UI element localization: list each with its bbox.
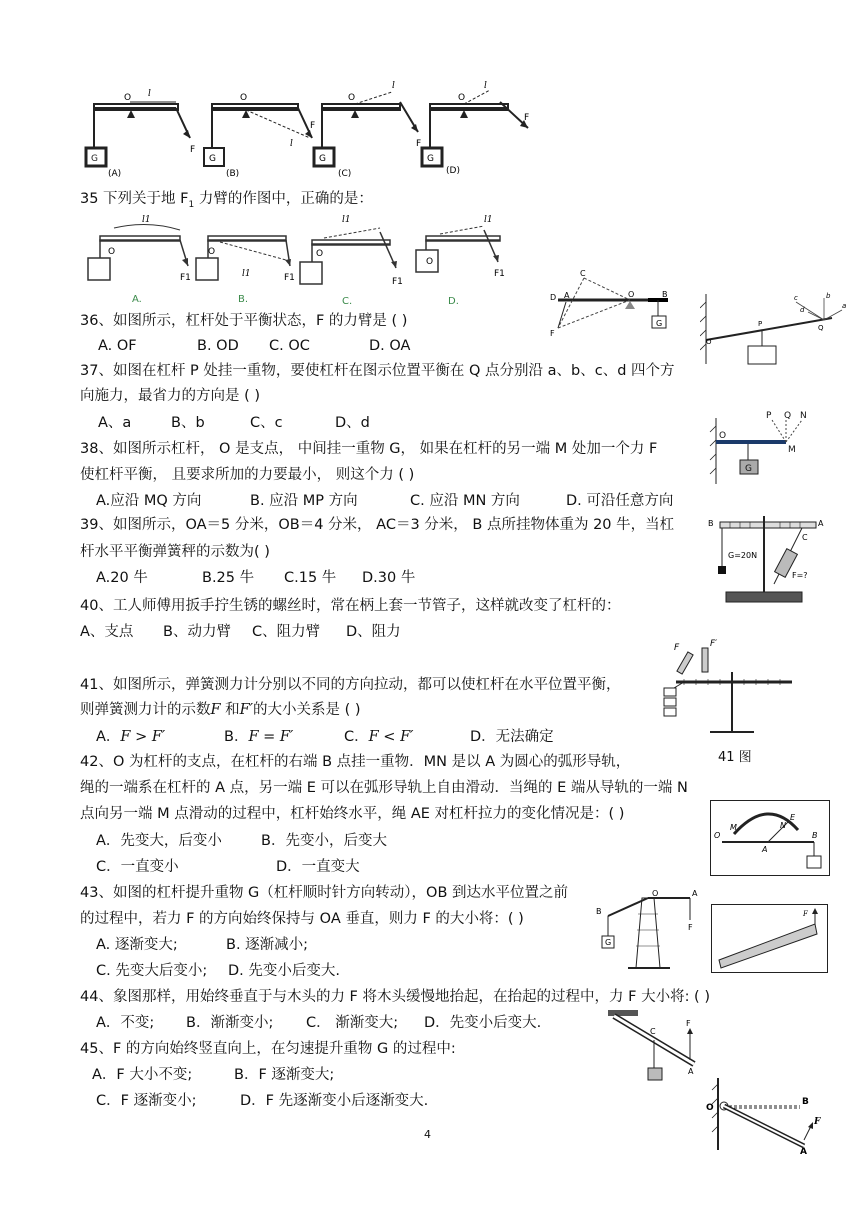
svg-text:F: F (688, 923, 693, 932)
svg-text:O: O (348, 93, 356, 103)
svg-text:C: C (802, 533, 808, 542)
figure-q44 (711, 904, 829, 978)
figure-q45-a (606, 1008, 706, 1088)
svg-text:F: F (416, 139, 422, 149)
q37-option-a: A、a (98, 415, 132, 431)
q44-option-b: B．渐渐变小; (186, 1015, 274, 1031)
figure-q36 (548, 270, 678, 344)
svg-text:F: F (814, 1117, 821, 1127)
svg-text:P: P (758, 320, 763, 328)
figure-q41 (660, 632, 800, 746)
svg-text:O: O (652, 889, 659, 898)
svg-text:d: d (800, 306, 805, 314)
q44-option-c: C． 渐渐变大; (306, 1015, 399, 1031)
svg-text:G: G (605, 938, 612, 947)
q42-option-d: D．一直变大 (276, 859, 360, 875)
svg-text:l: l (484, 81, 487, 91)
svg-text:A: A (688, 1067, 694, 1076)
svg-text:F: F (524, 113, 530, 123)
svg-text:A: A (564, 291, 570, 300)
question-42-stem-2: 绳的一端系在杠杆的 A 点，另一端 E 可以在弧形导轨上自由滑动．当绳的 E 端从导轨的一端 N (80, 780, 688, 796)
q41-option-d: D．无法确定 (470, 729, 554, 745)
q43-option-c: C. 先变大后变小; (96, 963, 208, 979)
question-37-stem-1: 37、如图在杠杆 P 处挂一重物，要使杠杆在图示位置平衡在 Q 点分别沿 a、b、c、d 四个方 (80, 363, 675, 379)
question-42-stem-3: 点向另一端 M 点滑动的过程中，杠杆始终水平，绳 AE 对杠杆拉力的变化情况是：( ) (80, 806, 625, 822)
svg-text:O: O (719, 431, 727, 441)
svg-text:F1: F1 (494, 269, 505, 279)
question-44-stem: 44、象图那样，用始终垂直于与木头的力 F 将木头缓慢地抬起，在抬起的过程中，力 F 大小将: ( ) (80, 989, 710, 1005)
svg-text:F1: F1 (392, 277, 403, 287)
q36-option-d: D. OA (369, 338, 411, 354)
fig35-option-a: A. (132, 294, 142, 305)
svg-text:D: D (550, 293, 557, 302)
q43-option-a: A. 逐渐变大; (96, 937, 178, 953)
question-38-stem-1: 38、如图所示杠杆， O 是支点， 中间挂一重物 G， 如果在杠杆的另一端 M 处加一个力 F (80, 441, 658, 457)
svg-text:l1: l1 (242, 269, 251, 279)
svg-text:B: B (802, 1097, 809, 1107)
q42-option-a: A．先变大，后变小 (96, 833, 222, 849)
q42-option-c: C．一直变小 (96, 859, 179, 875)
figure-q34-options (80, 80, 540, 184)
svg-text:G: G (91, 154, 98, 164)
svg-text:O: O (108, 247, 116, 257)
svg-text:G: G (319, 154, 326, 164)
svg-text:F1: F1 (180, 273, 191, 283)
question-42-stem-1: 42、O 为杠杆的支点，在杠杆的右端 B 点挂一重物．MN 是以 A 为圆心的弧形导轨， (80, 754, 631, 770)
svg-text:O: O (714, 831, 721, 840)
q38-option-b: B. 应沿 MP 方向 (250, 493, 358, 509)
figure-q37 (700, 288, 850, 372)
q40-option-b: B、动力臂 (163, 624, 231, 640)
svg-text:G: G (427, 154, 434, 164)
fig34-option-b: (B) (226, 169, 240, 179)
figure-q45-b (704, 1074, 824, 1158)
svg-text:O: O (240, 93, 248, 103)
figure-q35-options (80, 210, 520, 314)
svg-text:A: A (692, 889, 698, 898)
svg-text:Q: Q (784, 411, 792, 421)
svg-text:O: O (316, 249, 324, 259)
svg-text:l: l (290, 139, 293, 149)
svg-text:c: c (794, 294, 798, 302)
q43-option-d: D. 先变小后变大. (228, 963, 340, 979)
q36-option-c: C. OC (269, 338, 310, 354)
q38-option-c: C. 应沿 MN 方向 (410, 493, 520, 509)
svg-text:F: F (190, 145, 196, 155)
q45-option-d: D．F 先逐渐变小后逐渐变大. (240, 1093, 429, 1109)
fig34-option-d: (D) (446, 166, 460, 176)
svg-text:P: P (766, 411, 772, 421)
q39-option-d: D.30 牛 (362, 570, 416, 586)
svg-text:F: F (674, 643, 680, 653)
q36-option-b: B. OD (197, 338, 239, 354)
q36-option-a: A. OF (98, 338, 137, 354)
question-37-stem-2: 向施力，最省力的方向是 ( ) (80, 388, 261, 404)
q44-option-a: A．不变; (96, 1015, 155, 1031)
svg-text:F′: F′ (710, 639, 718, 649)
svg-text:F1: F1 (284, 273, 295, 283)
q45-option-c: C．F 逐渐变小; (96, 1093, 197, 1109)
svg-text:G: G (209, 154, 216, 164)
q40-option-d: D、阻力 (346, 624, 401, 640)
svg-text:G: G (745, 464, 752, 474)
q40-option-a: A、支点 (80, 624, 134, 640)
q41-option-a: A．F > F′ (96, 729, 166, 745)
svg-text:A: A (800, 1147, 807, 1154)
fig34-option-c: (C) (338, 169, 352, 179)
q38-option-a: A.应沿 MQ 方向 (96, 493, 202, 509)
figure-q43 (592, 884, 704, 974)
q37-option-c: C、c (250, 415, 283, 431)
svg-text:b: b (826, 292, 831, 300)
svg-text:l: l (392, 81, 395, 91)
svg-text:C: C (650, 1027, 656, 1036)
svg-text:N: N (780, 821, 786, 830)
figure-41-caption: 41 图 (718, 750, 752, 765)
svg-text:Q: Q (818, 324, 824, 332)
svg-text:l1: l1 (484, 215, 493, 225)
svg-text:B: B (596, 907, 602, 916)
q42-option-b: B．先变小，后变大 (261, 833, 387, 849)
svg-text:G=20N: G=20N (728, 551, 758, 560)
question-43-stem-1: 43、如图的杠杆提升重物 G（杠杆顺时针方向转动），OB 到达水平位置之前 (80, 885, 569, 901)
question-41-stem-1: 41、如图所示，弹簧测力计分别以不同的方向拉动，都可以使杠杆在水平位置平衡， (80, 677, 621, 693)
svg-text:O: O (628, 290, 635, 299)
fig35-option-b: B. (238, 294, 249, 305)
question-43-stem-2: 的过程中，若力 F 的方向始终保持与 OA 垂直，则力 F 的大小将：( ) (80, 911, 524, 927)
svg-text:F: F (310, 121, 316, 131)
svg-text:C: C (580, 270, 586, 278)
svg-text:a: a (842, 302, 847, 310)
svg-text:O: O (706, 1103, 714, 1113)
svg-text:B: B (662, 290, 668, 299)
svg-text:G: G (656, 319, 663, 328)
q39-option-a: A.20 牛 (96, 570, 148, 586)
page-number: 4 (424, 1128, 431, 1141)
q43-option-b: B. 逐渐减小; (226, 937, 309, 953)
q45-option-a: A．F 大小不变; (92, 1067, 193, 1083)
fig35-option-c: C. (342, 296, 353, 307)
figure-q39 (706, 512, 826, 611)
question-45-stem: 45、F 的方向始终竖直向上，在匀速提升重物 G 的过程中: (80, 1041, 456, 1057)
svg-text:A: A (818, 519, 824, 528)
q45-option-b: B．F 逐渐变大; (234, 1067, 335, 1083)
svg-text:l1: l1 (142, 215, 151, 225)
svg-text:F=?: F=? (792, 571, 808, 580)
figure-q38 (708, 410, 818, 489)
question-39-stem-2: 杆水平平衡弹簧秤的示数为( ) (80, 544, 270, 560)
svg-text:O: O (706, 338, 712, 346)
figure-q42 (710, 800, 830, 880)
q37-option-b: B、b (171, 415, 205, 431)
q39-option-c: C.15 牛 (284, 570, 337, 586)
svg-text:N: N (800, 411, 807, 421)
question-40-stem: 40、工人师傅用扳手拧生锈的螺丝时，常在柄上套一节管子，这样就改变了杠杆的： (80, 598, 621, 614)
svg-text:F: F (686, 1019, 691, 1028)
svg-text:O: O (458, 93, 466, 103)
svg-text:F: F (803, 910, 808, 918)
svg-text:l: l (148, 89, 151, 99)
svg-text:A: A (762, 845, 768, 854)
fig35-option-d: D. (448, 296, 459, 307)
question-39-stem-1: 39、如图所示，OA＝5 分米，OB＝4 分米， AC＝3 分米， B 点所挂物体重为 20 牛，当杠 (80, 517, 675, 533)
svg-text:M: M (788, 445, 796, 455)
fig34-label-o: O (124, 93, 132, 103)
question-35-stem: 35 下列关于地 $F_1$ 力臂的作图中，正确的是： (80, 191, 373, 210)
svg-text:O: O (426, 257, 434, 267)
q41-option-b: B．F = F′ (224, 729, 294, 745)
question-36-stem: 36、如图所示，杠杆处于平衡状态，F 的力臂是 ( ) (80, 313, 408, 329)
q41-option-c: C．F < F′ (344, 729, 414, 745)
q37-option-d: D、d (335, 415, 370, 431)
q44-option-d: D．先变小后变大. (424, 1015, 542, 1031)
svg-text:B: B (708, 519, 714, 528)
q40-option-c: C、阻力臂 (252, 624, 321, 640)
question-38-stem-2: 使杠杆平衡， 且要求所加的力要最小， 则这个力 ( ) (80, 467, 415, 483)
svg-text:M: M (730, 823, 737, 832)
svg-text:O: O (208, 247, 216, 257)
svg-text:E: E (790, 813, 796, 822)
question-41-stem-2: 则弹簧测力计的示数F 和F′的大小关系是 ( ) (80, 702, 361, 718)
q38-option-d: D. 可沿任意方向 (566, 493, 674, 509)
svg-text:F: F (550, 329, 555, 338)
svg-text:l1: l1 (342, 215, 351, 225)
q39-option-b: B.25 牛 (202, 570, 255, 586)
fig34-option-a: (A) (108, 169, 122, 179)
svg-text:B: B (812, 831, 818, 840)
